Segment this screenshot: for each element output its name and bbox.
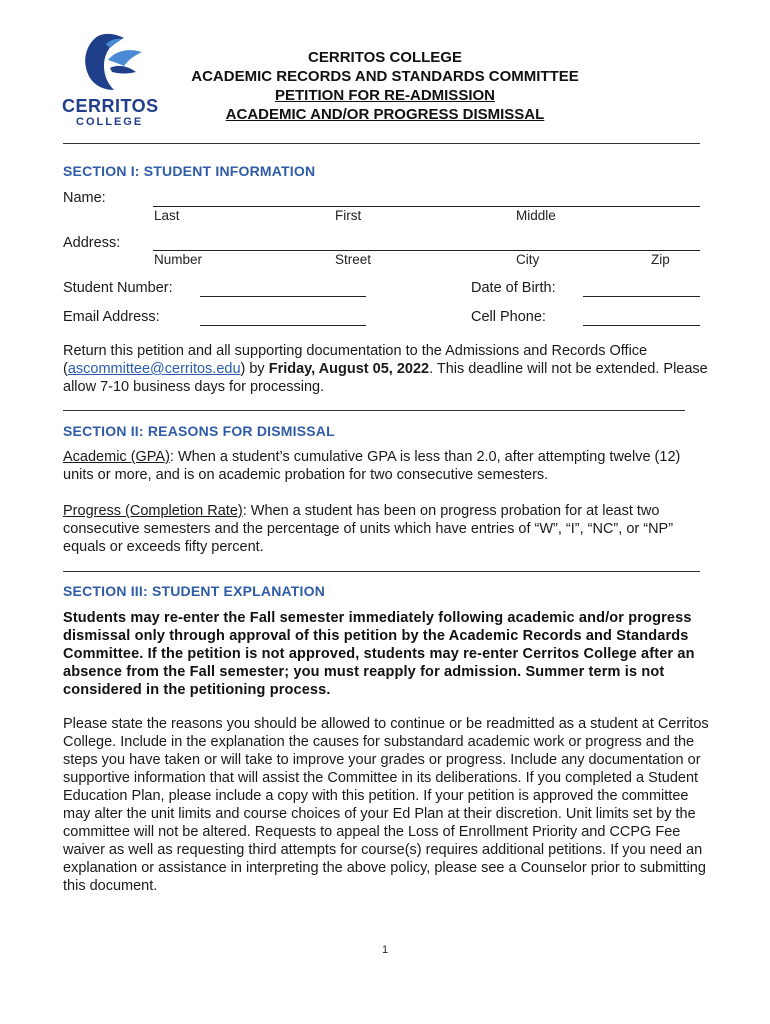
dob-label: Date of Birth:: [471, 280, 556, 296]
cell-label: Cell Phone:: [471, 309, 546, 325]
section1-divider: [63, 410, 685, 411]
header-divider: [63, 143, 700, 144]
name-sub-first: First: [335, 208, 362, 223]
section1-title: SECTION I: STUDENT INFORMATION: [63, 163, 316, 179]
header-petition-title: PETITION FOR RE-ADMISSION: [274, 87, 495, 104]
name-label: Name:: [63, 190, 106, 206]
progress-term: Progress (Completion Rate): [63, 503, 243, 519]
name-sub-last: Last: [154, 208, 180, 223]
deadline-date: Friday, August 05, 2022: [268, 361, 430, 377]
college-logo: [62, 30, 158, 130]
header-dismissal-title: ACADEMIC AND/OR PROGRESS DISMISSAL: [225, 106, 545, 123]
header-college: CERRITOS COLLEGE: [308, 49, 462, 66]
section2-title: SECTION II: REASONS FOR DISMISSAL: [63, 423, 335, 439]
logo-name: CERRITOS: [62, 96, 159, 116]
address-field[interactable]: [153, 250, 700, 251]
email-label: Email Address:: [63, 309, 160, 325]
email-field[interactable]: [200, 325, 366, 326]
return-instructions: Return this petition and all supporting documentation to the Admissions and Records Office (ascommittee@cerritos.edu) by Friday, August 05, 2022. This deadline will not be extended. Please allow 7-10 business days for processing.: [63, 343, 708, 395]
cell-field[interactable]: [583, 325, 700, 326]
student-number-label: Student Number:: [63, 280, 173, 296]
falcon-logo-icon: [78, 30, 148, 94]
page-number: 1: [381, 944, 389, 956]
address-sub-zip: Zip: [651, 252, 670, 267]
address-label: Address:: [63, 235, 121, 251]
academic-dismissal-text: Academic (GPA): When a student’s cumulative GPA is less than 2.0, after attempting twelve (12) units or more, and is on academic probation for two consecutive semesters.: [63, 449, 681, 483]
section3-title: SECTION III: STUDENT EXPLANATION: [63, 583, 326, 599]
dob-field[interactable]: [583, 296, 700, 297]
reentry-policy: Students may re-enter the Fall semester immediately following academic and/or progress dismissal only through approval of this petition by the Academic Records and Standards Committee. If the petition is not approved, students may re-enter Cerritos College after an absence from the Fall semester; you must reapply for admission. Summer term is not considered in the petitioning process.: [63, 610, 695, 698]
name-field[interactable]: [153, 206, 700, 207]
progress-dismissal-text: Progress (Completion Rate): When a student has been on progress probation for at least two consecutive semesters and the percentage of units which have entries of “W”, “I”, “NC”, or “NP” equals or exceeds fifty percent.: [63, 503, 674, 555]
name-sub-middle: Middle: [516, 208, 556, 223]
committee-email-link[interactable]: ascommittee@cerritos.edu: [67, 361, 241, 377]
explanation-instructions: Please state the reasons you should be allowed to continue or be readmitted as a student at Cerritos College. Include in the explanation the causes for substandard academic work or progress and the steps you have taken or will take to improve your grades or progress. Include any documentation or supportive information that will assist the Committee in its deliberations. If you completed a Student Education Plan, please include a copy with this petition. If your petition is approved the committee may alter the unit limits and course choices of your Ed Plan at their discretion. Unit limits set by the committee will not be altered. Requests to appeal the Loss of Enrollment Priority and CCPG Fee waiver as well as requesting third attempts for course(s) requires additional petitions. If you need an explanation or assistance in interpreting the above policy, please see a Counselor prior to submitting this document.: [63, 716, 709, 894]
logo-subname: COLLEGE: [76, 116, 144, 128]
header-committee: ACADEMIC RECORDS AND STANDARDS COMMITTEE: [191, 68, 579, 85]
address-sub-number: Number: [154, 252, 203, 267]
academic-term: Academic (GPA): [63, 449, 170, 465]
section2-divider: [63, 571, 700, 572]
address-sub-city: City: [516, 252, 540, 267]
student-number-field[interactable]: [200, 296, 366, 297]
address-sub-street: Street: [335, 252, 372, 267]
